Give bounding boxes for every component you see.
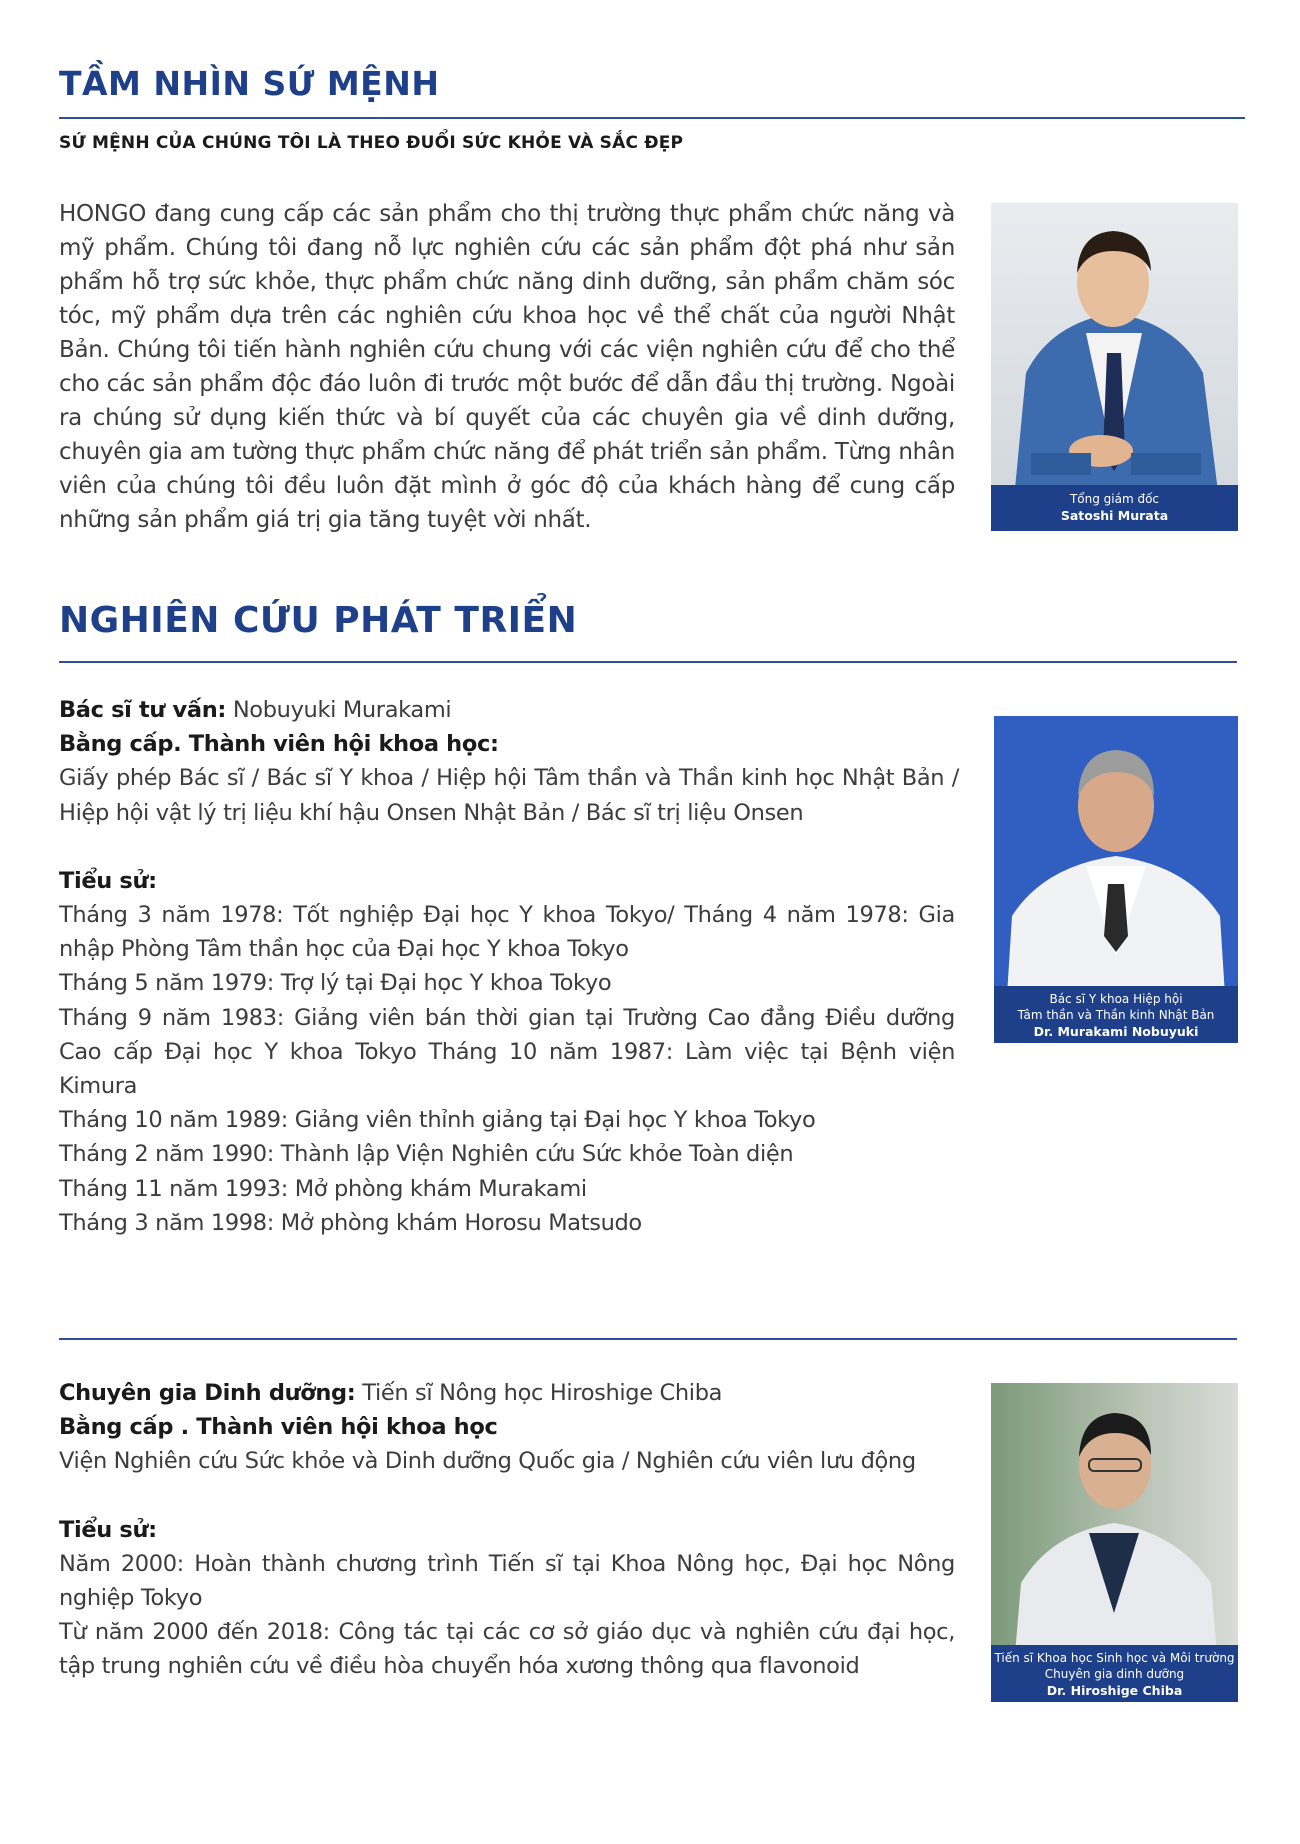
- advisor-bio-item: Tháng 10 năm 1989: Giảng viên thỉnh giảng tại Đại học Y khoa Tokyo: [59, 1107, 816, 1134]
- nutritionist-degrees-label: Bằng cấp . Thành viên hội khoa học: [59, 1414, 498, 1441]
- mission-paragraph: HONGO đang cung cấp các sản phẩm cho thị trường thực phẩm chức năng và mỹ phẩm. Chúng tôi đang nỗ lực nghiên cứu các sản phẩm đột phá như sản phẩm hỗ trợ sức khỏe, thực phẩm chức năng dinh dưỡng, sản phẩm chăm sóc tóc, mỹ phẩm dựa trên các nghiên cứu khoa học về thể chất của người Nhật Bản. Chúng tôi tiến hành nghiên cứu chung với các viện nghiên cứu để cho thể cho các sản phẩm độc đáo luôn đi trước một bước để dẫn đầu thị trường. Ngoài ra chúng sử dụng kiến thức và bí quyết của các chuyên gia về dinh dưỡng, chuyên gia am tường thực phẩm chức năng để phát triển sản phẩm. Từng nhân viên của chúng tôi đều luôn đặt mình ở góc độ của khách hàng để cung cấp những sản phẩm giá trị gia tăng tuyệt vời nhất.: [59, 201, 955, 533]
- nutritionist-caption-line1: Tiến sĩ Khoa học Sinh học và Môi trường: [994, 1651, 1235, 1665]
- advisor-bio-item: Tháng 3 năm 1978: Tốt nghiệp Đại học Y khoa Tokyo/ Tháng 4 năm 1978: Gia nhập Phòng Tâm thần học của Đại học Y khoa Tokyo: [59, 902, 955, 963]
- section-title-research: NGHIÊN CỨU PHÁT TRIỂN: [59, 600, 578, 641]
- section-divider: [59, 661, 1237, 663]
- nutritionist-name: Tiến sĩ Nông học Hiroshige Chiba: [362, 1380, 723, 1406]
- advisor-name: Nobuyuki Murakami: [232, 697, 452, 723]
- advisor-bio-item: Tháng 2 năm 1990: Thành lập Viện Nghiên cứu Sức khỏe Toàn diện: [59, 1141, 794, 1168]
- advisor-caption-line2: Tâm thần và Thần kinh Nhật Bản: [1017, 1008, 1215, 1022]
- advisor-heading: [59, 693, 959, 727]
- nutritionist-caption-name: Dr. Hiroshige Chiba: [1046, 1683, 1183, 1698]
- section-title-vision: TẦM NHÌN SỨ MỆNH: [59, 64, 440, 103]
- section-divider: [59, 1338, 1237, 1340]
- advisor-degrees-label: Bằng cấp. Thành viên hội khoa học:: [59, 731, 499, 758]
- ceo-name: Satoshi Murata: [1060, 508, 1169, 523]
- advisor-bio-label: Tiểu sử:: [59, 867, 157, 894]
- nutritionist-bio-label: Tiểu sử:: [59, 1516, 157, 1543]
- nutritionist-label: Chuyên gia Dinh dưỡng:: [59, 1380, 356, 1406]
- ceo-portrait-image: [991, 203, 1238, 531]
- ceo-photo: [991, 203, 1238, 531]
- advisor-photo: [994, 716, 1238, 1043]
- advisor-bio-item: Tháng 9 năm 1983: Giảng viên bán thời gian tại Trường Cao đẳng Điều dưỡng Cao cấp Đại học Y khoa Tokyo Tháng 10 năm 1987: Làm việc tại Bệnh viện Kimura: [59, 1004, 955, 1100]
- advisor-photo-caption: [994, 986, 1238, 1043]
- nutritionist-photo-caption: [991, 1645, 1238, 1702]
- ceo-photo-caption: [991, 485, 1238, 531]
- section-divider: [59, 117, 1245, 119]
- advisor-label: Bác sĩ tư vấn:: [59, 697, 227, 723]
- advisor-bio-item: Tháng 11 năm 1993: Mở phòng khám Murakami: [59, 1175, 587, 1202]
- nutritionist-degrees: Viện Nghiên cứu Sức khỏe và Dinh dưỡng Quốc gia / Nghiên cứu viên lưu động: [59, 1448, 916, 1475]
- mission-subtitle: SỨ MỆNH CỦA CHÚNG TÔI LÀ THEO ĐUỔI SỨC KHỎE VÀ SẮC ĐẸP: [59, 133, 684, 153]
- nutritionist-heading: [59, 1376, 959, 1410]
- advisor-degrees: Giấy phép Bác sĩ / Bác sĩ Y khoa / Hiệp hội Tâm thần và Thần kinh học Nhật Bản / Hiệp hội vật lý trị liệu khí hậu Onsen Nhật Bản / Bác sĩ trị liệu Onsen: [59, 765, 959, 826]
- nutritionist-photo: [991, 1383, 1238, 1702]
- ceo-role: Tổng giám đốc: [1069, 492, 1160, 506]
- advisor-caption-line1: Bác sĩ Y khoa Hiệp hội: [1049, 992, 1183, 1006]
- advisor-caption-name: Dr. Murakami Nobuyuki: [1033, 1024, 1199, 1039]
- advisor-bio-item: Tháng 5 năm 1979: Trợ lý tại Đại học Y khoa Tokyo: [59, 970, 612, 997]
- advisor-block: [59, 693, 959, 1240]
- nutritionist-block: [59, 1376, 959, 1684]
- nutritionist-bio-item: Năm 2000: Hoàn thành chương trình Tiến sĩ tại Khoa Nông học, Đại học Nông nghiệp Tokyo: [59, 1550, 955, 1612]
- nutritionist-caption-line2: Chuyên gia dinh dưỡng: [1044, 1667, 1185, 1681]
- nutritionist-bio-item: Từ năm 2000 đến 2018: Công tác tại các cơ sở giáo dục và nghiên cứu đại học, tập trung nghiên cứu về điều hòa chuyển hóa xương thông qua flavonoid: [59, 1619, 955, 1680]
- advisor-bio-item: Tháng 3 năm 1998: Mở phòng khám Horosu Matsudo: [59, 1209, 642, 1236]
